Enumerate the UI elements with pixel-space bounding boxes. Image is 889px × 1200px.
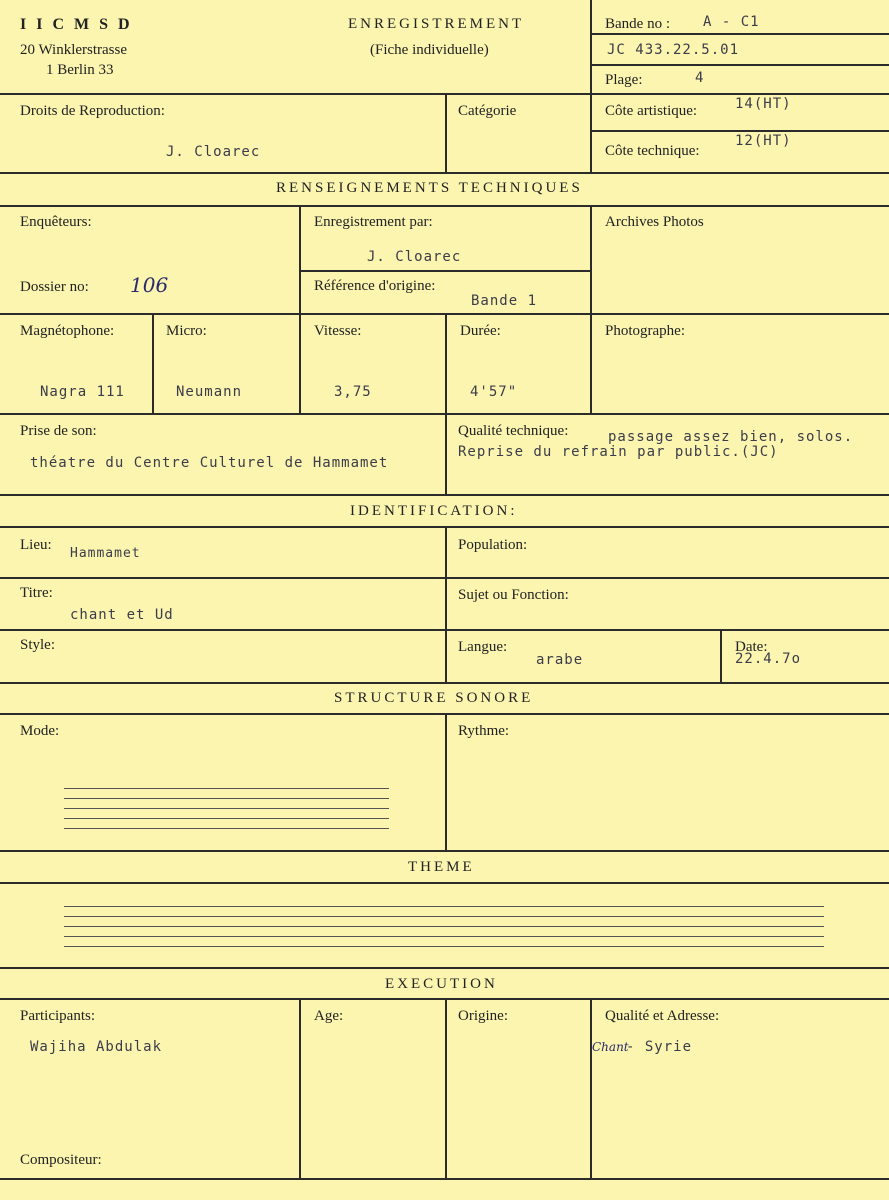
- reference-value: Bande 1: [471, 293, 538, 309]
- dossier-label: Dossier no:: [20, 279, 89, 295]
- divider: [445, 94, 447, 172]
- org-name: I I C M S D: [20, 16, 133, 33]
- age-label: Age:: [314, 1008, 344, 1024]
- divider: [590, 0, 592, 172]
- divider: [0, 629, 889, 631]
- cote-technique-label: Côte technique:: [605, 143, 700, 159]
- writing-line: [64, 906, 824, 907]
- divider: [445, 999, 447, 1179]
- origine-label: Origine:: [458, 1008, 508, 1024]
- style-label: Style:: [20, 637, 56, 653]
- writing-line: [64, 818, 389, 819]
- vitesse-label: Vitesse:: [314, 323, 362, 339]
- date-label: Date:: [735, 639, 768, 655]
- cote-technique-value: 12(HT): [735, 133, 792, 149]
- section-heading-structure: STRUCTURE SONORE: [334, 690, 534, 706]
- vitesse-value: 3,75: [334, 384, 372, 400]
- divider: [0, 577, 889, 579]
- writing-line: [64, 946, 824, 947]
- magnetophone-value: Nagra 111: [40, 384, 125, 400]
- plage-label: Plage:: [605, 72, 643, 88]
- writing-line: [64, 798, 389, 799]
- prise-de-son-label: Prise de son:: [20, 423, 97, 439]
- form-title: ENREGISTREMENT: [348, 16, 525, 32]
- population-label: Population:: [458, 537, 528, 553]
- divider: [299, 206, 301, 413]
- droits-label: Droits de Reproduction:: [20, 103, 165, 119]
- plage-value: 4: [695, 70, 705, 86]
- divider: [445, 714, 447, 850]
- duree-label: Durée:: [460, 323, 501, 339]
- droits-value: J. Cloarec: [166, 144, 261, 160]
- divider: [0, 682, 889, 684]
- sujet-label: Sujet ou Fonction:: [458, 587, 569, 603]
- divider: [0, 205, 889, 207]
- divider: [0, 850, 889, 852]
- writing-line: [64, 936, 824, 937]
- qualite-adresse-label: Qualité et Adresse:: [605, 1008, 720, 1024]
- qualite-technique-value-2: Reprise du refrain par public.(JC): [458, 444, 779, 460]
- divider: [0, 413, 889, 415]
- section-heading-identification: IDENTIFICATION:: [350, 503, 518, 519]
- writing-line: [64, 926, 824, 927]
- qualite-adresse-hand: Chant: [592, 1040, 629, 1054]
- divider: [0, 172, 889, 174]
- langue-label: Langue:: [458, 639, 508, 655]
- divider: [0, 494, 889, 496]
- cote-artistique-value: 14(HT): [735, 96, 792, 112]
- writing-line: [64, 828, 389, 829]
- rythme-label: Rythme:: [458, 723, 510, 739]
- divider: [590, 206, 592, 413]
- magnetophone-label: Magnétophone:: [20, 323, 115, 339]
- writing-line: [64, 808, 389, 809]
- form-subtitle: (Fiche individuelle): [370, 42, 489, 58]
- section-heading-technical: RENSEIGNEMENTS TECHNIQUES: [276, 180, 583, 196]
- titre-label: Titre:: [20, 585, 53, 601]
- section-heading-execution: EXECUTION: [385, 976, 498, 992]
- archives-photos-label: Archives Photos: [605, 214, 704, 230]
- divider: [445, 314, 447, 494]
- divider: [152, 314, 154, 413]
- prise-de-son-value: théatre du Centre Culturel de Hammamet: [30, 455, 389, 471]
- divider: [720, 630, 722, 682]
- divider: [0, 1178, 889, 1180]
- lieu-label: Lieu:: [20, 537, 52, 553]
- divider: [445, 527, 447, 682]
- enregistrement-par-value: J. Cloarec: [367, 249, 462, 265]
- writing-line: [64, 788, 389, 789]
- qualite-technique-value-1: passage assez bien, solos.: [608, 429, 854, 445]
- micro-value: Neumann: [176, 384, 243, 400]
- divider: [0, 882, 889, 884]
- langue-value: arabe: [536, 652, 584, 668]
- photographe-label: Photographe:: [605, 323, 685, 339]
- divider: [592, 64, 889, 66]
- writing-line: [64, 916, 824, 917]
- divider: [299, 999, 301, 1179]
- bande-value: A - C1: [703, 14, 760, 30]
- enqueteurs-label: Enquêteurs:: [20, 214, 92, 230]
- mode-label: Mode:: [20, 723, 60, 739]
- categorie-label: Catégorie: [458, 103, 517, 119]
- divider: [592, 33, 889, 35]
- dossier-value: 106: [130, 273, 169, 297]
- compositeur-label: Compositeur:: [20, 1152, 102, 1168]
- divider: [0, 967, 889, 969]
- divider: [300, 270, 590, 272]
- address-line-1: 20 Winklerstrasse: [20, 42, 128, 58]
- bande-ref: JC 433.22.5.01: [607, 42, 740, 58]
- address-line-2: 1 Berlin 33: [46, 62, 114, 78]
- enregistrement-par-label: Enregistrement par:: [314, 214, 433, 230]
- cote-artistique-label: Côte artistique:: [605, 103, 698, 119]
- titre-value: chant et Ud: [70, 607, 174, 623]
- duree-value: 4'57": [470, 384, 518, 400]
- lieu-value: Hammamet: [70, 546, 141, 561]
- divider: [592, 130, 889, 132]
- section-heading-theme: THEME: [408, 859, 475, 875]
- participants-value: Wajiha Abdulak: [30, 1039, 163, 1055]
- divider: [590, 999, 592, 1179]
- micro-label: Micro:: [166, 323, 207, 339]
- qualite-technique-label: Qualité technique:: [458, 423, 569, 439]
- qualite-adresse-value: - Syrie: [626, 1039, 693, 1055]
- participants-label: Participants:: [20, 1008, 95, 1024]
- reference-label: Référence d'origine:: [314, 278, 436, 294]
- date-value: 22.4.7o: [735, 651, 802, 667]
- bande-label: Bande no :: [605, 16, 670, 32]
